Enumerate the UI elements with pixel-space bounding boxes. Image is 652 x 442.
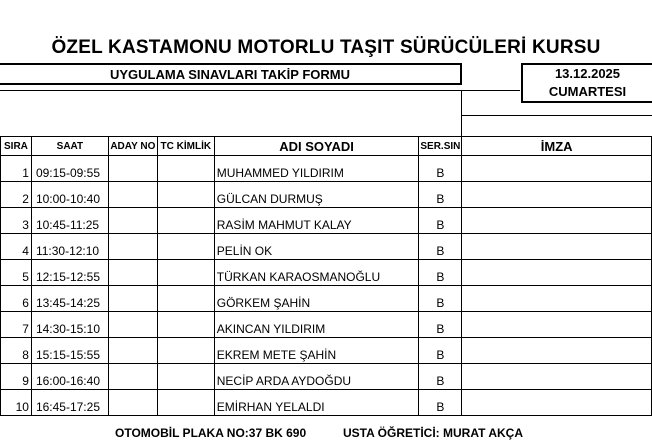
row-imza <box>462 234 652 260</box>
row-aday-no <box>108 390 157 416</box>
row-adi-soyadi: NECİP ARDA AYDOĞDU <box>214 364 419 390</box>
row-saat: 10:45-11:25 <box>31 208 108 234</box>
row-sira: 4 <box>1 234 32 260</box>
row-imza <box>462 156 652 182</box>
row-aday-no <box>108 286 157 312</box>
row-adi-soyadi: GÖRKEM ŞAHİN <box>214 286 419 312</box>
row-aday-no <box>108 364 157 390</box>
form-title: UYGULAMA SINAVLARI TAKİP FORMU <box>0 63 462 85</box>
row-saat: 12:15-12:55 <box>31 260 108 286</box>
row-tc-kimlik <box>157 390 214 416</box>
row-adi-soyadi: EKREM METE ŞAHİN <box>214 338 419 364</box>
row-saat: 14:30-15:10 <box>31 312 108 338</box>
row-ser-sin: B <box>419 182 462 208</box>
row-sira: 6 <box>1 286 32 312</box>
exam-day: CUMARTESI <box>548 84 627 99</box>
divider-line <box>0 90 520 91</box>
row-saat: 10:00-10:40 <box>31 182 108 208</box>
row-ser-sin: B <box>419 338 462 364</box>
table-row <box>1 312 652 338</box>
row-aday-no <box>108 182 157 208</box>
row-ser-sin: B <box>419 312 462 338</box>
row-aday-no <box>108 234 157 260</box>
row-adi-soyadi: PELİN OK <box>214 234 419 260</box>
row-ser-sin: B <box>419 390 462 416</box>
row-imza <box>462 312 652 338</box>
exam-date: 13.12.2025 <box>554 66 621 81</box>
col-ser-sin: SER.SIN <box>419 137 462 156</box>
row-imza <box>462 208 652 234</box>
table-row <box>1 208 652 234</box>
course-title: ÖZEL KASTAMONU MOTORLU TAŞIT SÜRÜCÜLERİ KURSU <box>51 37 601 58</box>
row-tc-kimlik <box>157 234 214 260</box>
row-ser-sin: B <box>419 286 462 312</box>
col-adi-soyadi: ADI SOYADI <box>214 137 419 156</box>
row-adi-soyadi: AKINCAN YILDIRIM <box>214 312 419 338</box>
row-ser-sin: B <box>419 364 462 390</box>
row-tc-kimlik <box>157 260 214 286</box>
divider-line <box>462 115 652 116</box>
row-adi-soyadi: TÜRKAN KARAOSMANOĞLU <box>214 260 419 286</box>
row-tc-kimlik <box>157 182 214 208</box>
row-ser-sin: B <box>419 156 462 182</box>
row-ser-sin: B <box>419 234 462 260</box>
row-sira: 3 <box>1 208 32 234</box>
row-adi-soyadi: GÜLCAN DURMUŞ <box>214 182 419 208</box>
table-row <box>1 156 652 182</box>
table-row <box>1 260 652 286</box>
row-sira: 10 <box>1 390 32 416</box>
row-tc-kimlik <box>157 208 214 234</box>
row-aday-no <box>108 260 157 286</box>
exam-table <box>0 136 652 416</box>
row-sira: 8 <box>1 338 32 364</box>
row-tc-kimlik <box>157 312 214 338</box>
car-plate: OTOMOBİL PLAKA NO:37 BK 690 <box>115 426 307 440</box>
row-aday-no <box>108 156 157 182</box>
row-sira: 5 <box>1 260 32 286</box>
row-tc-kimlik <box>157 156 214 182</box>
row-saat: 13:45-14:25 <box>31 286 108 312</box>
row-saat: 11:30-12:10 <box>31 234 108 260</box>
row-imza <box>462 286 652 312</box>
table-row <box>1 338 652 364</box>
row-sira: 9 <box>1 364 32 390</box>
row-adi-soyadi: EMİRHAN YELALDI <box>214 390 419 416</box>
row-aday-no <box>108 338 157 364</box>
row-ser-sin: B <box>419 260 462 286</box>
row-adi-soyadi: MUHAMMED YILDIRIM <box>214 156 419 182</box>
table-row <box>1 390 652 416</box>
col-saat: SAAT <box>31 137 108 156</box>
row-imza <box>462 364 652 390</box>
row-ser-sin: B <box>419 208 462 234</box>
col-imza: İMZA <box>462 137 652 156</box>
col-sira: SIRA <box>1 137 32 156</box>
col-tc-kimlik: TC KİMLİK <box>157 137 214 156</box>
row-aday-no <box>108 208 157 234</box>
table-row <box>1 182 652 208</box>
row-aday-no <box>108 312 157 338</box>
col-aday-no: ADAY NO <box>108 137 157 156</box>
instructor: USTA ÖĞRETİCİ: MURAT AKÇA <box>343 426 523 440</box>
table-row <box>1 234 652 260</box>
table-row <box>1 286 652 312</box>
divider-line <box>461 90 462 136</box>
row-saat: 09:15-09:55 <box>31 156 108 182</box>
table-row <box>1 364 652 390</box>
table-header-row <box>1 137 652 156</box>
row-adi-soyadi: RASİM MAHMUT KALAY <box>214 208 419 234</box>
row-imza <box>462 338 652 364</box>
row-imza <box>462 260 652 286</box>
row-saat: 16:00-16:40 <box>31 364 108 390</box>
row-imza <box>462 182 652 208</box>
row-sira: 1 <box>1 156 32 182</box>
row-saat: 15:15-15:55 <box>31 338 108 364</box>
row-saat: 16:45-17:25 <box>31 390 108 416</box>
row-sira: 2 <box>1 182 32 208</box>
date-box <box>521 63 652 103</box>
row-imza <box>462 390 652 416</box>
row-tc-kimlik <box>157 364 214 390</box>
row-tc-kimlik <box>157 338 214 364</box>
row-tc-kimlik <box>157 286 214 312</box>
row-sira: 7 <box>1 312 32 338</box>
footer <box>0 424 652 442</box>
